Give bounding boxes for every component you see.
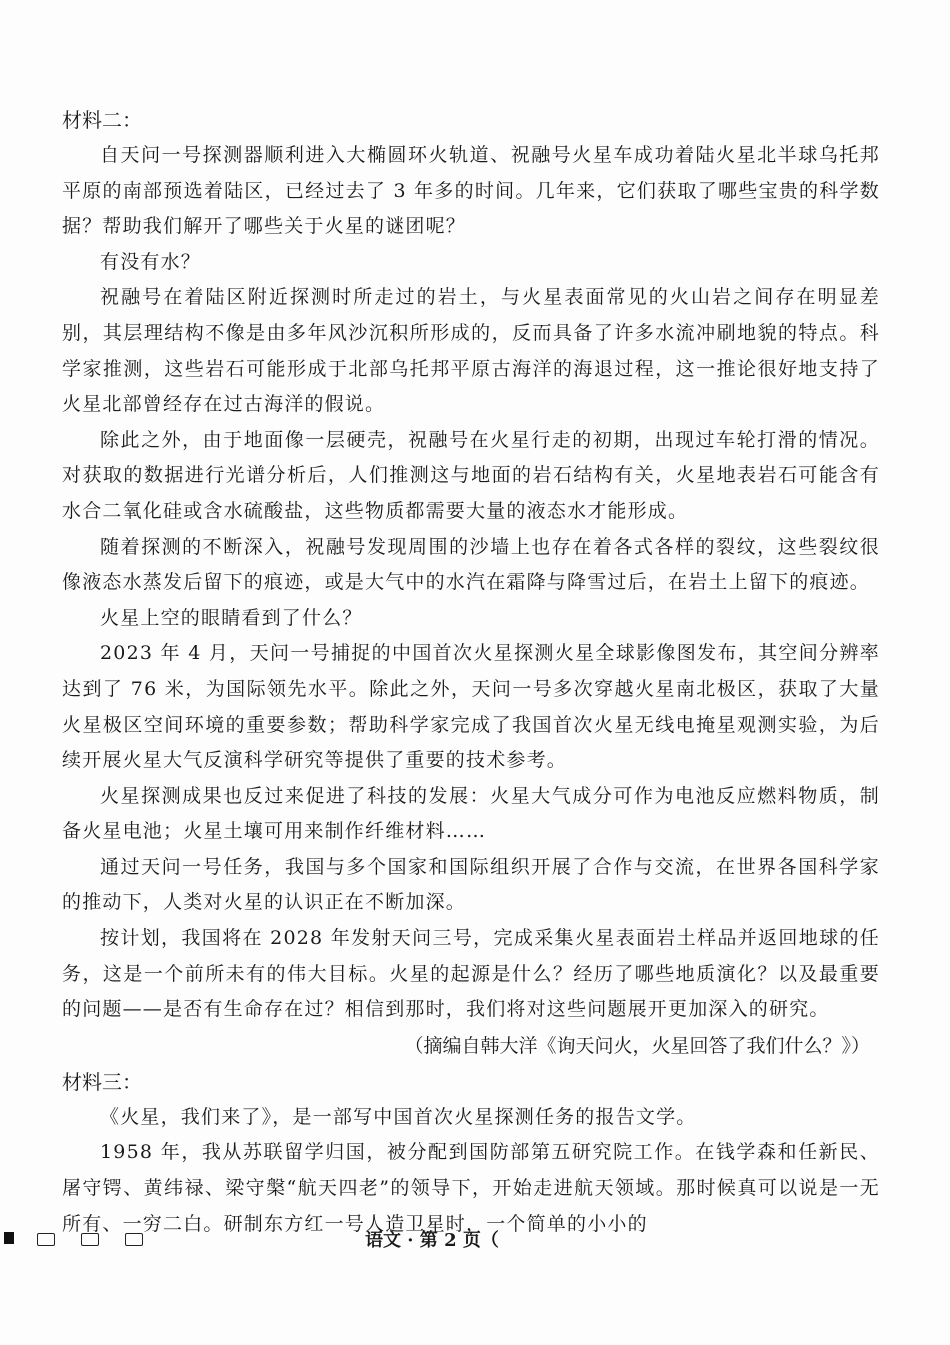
material-two-heading: 材料二：: [62, 108, 142, 132]
scan-box-icon: [81, 1233, 99, 1246]
paragraph: 《火星，我们来了》，是一部写中国首次火星探测任务的报告文学。: [100, 1105, 697, 1128]
material-three-heading: 材料三：: [62, 1069, 142, 1094]
scan-box-icon: [125, 1233, 143, 1246]
paragraph: 祝融号在着陆区附近探测时所走过的岩土，与火星表面常见的火山岩之间存在明显差别，其层理结构不像是由多年风沙沉积所形成的，反而具备了许多水流冲刷地貌的特点。科学家推测，这些岩石可能形成于北部乌托邦平原古海洋的海退过程，这一推论很好地支持了火星北部曾经存在过古海洋的假说。: [62, 286, 880, 416]
section-question: 有没有水？: [100, 250, 202, 273]
scan-box-icon: [37, 1233, 55, 1246]
paragraph: 火星探测成果也反过来促进了科技的发展：火星大气成分可作为电池反应燃料物质，制备火星电池；火星土壤可用来制作纤维材料……: [62, 784, 880, 843]
paragraph: 1958 年，我从苏联留学归国，被分配到国防部第五研究院工作。在钱学森和任新民、屠守锷、黄纬禄、梁守槃“航天四老”的领导下，开始走进航天领域。那时候真可以说是一无所有、一穷二白。研制东方红一号人造卫星时，一个简单的小小的: [62, 1141, 880, 1235]
source-citation: （摘编自韩大洋《询天问火，火星回答了我们什么？》）: [404, 1034, 870, 1057]
paragraph: 自天问一号探测器顺利进入大椭圆环火轨道、祝融号火星车成功着陆火星北半球乌托邦平原的南部预选着陆区，已经过去了 3 年多的时间。几年来，它们获取了哪些宝贵的科学数据？帮助我们解开了哪些关于火星的谜团呢？: [62, 144, 880, 238]
paragraph: 随着探测的不断深入，祝融号发现周围的沙墙上也存在着各式各样的裂纹，这些裂纹很像液态水蒸发后留下的痕迹，或是大气中的水汽在霜降与降雪过后，在岩土上留下的痕迹。: [62, 535, 880, 594]
paragraph: 除此之外，由于地面像一层硬壳，祝融号在火星行走的初期，出现过车轮打滑的情况。对获取的数据进行光谱分析后，人们推测这与地面的岩石结构有关，火星地表岩石可能含有水合二氧化硅或含水硫酸盐，这些物质都需要大量的液态水才能形成。: [62, 428, 880, 522]
paragraph: 按计划，我国将在 2028 年发射天问三号，完成采集火星表面岩土样品并返回地球的任务，这是一个前所未有的伟大目标。火星的起源是什么？经历了哪些地质演化？以及最重要的问题——是否有生命存在过？相信到那时，我们将对这些问题展开更加深入的研究。: [62, 927, 880, 1021]
page-number-label: 语文 · 第 2 页（: [365, 1230, 499, 1251]
page-footer: [0, 1222, 950, 1252]
paragraph: 2023 年 4 月，天问一号捕捉的中国首次火星探测火星全球影像图发布，其空间分辨率达到了 76 米，为国际领先水平。除此之外，天问一号多次穿越火星南北极区，获取了大量火星极区空间环境的重要参数；帮助科学家完成了我国首次火星无线电掩星观测实验，为后续开展火星大气反演科学研究等提供了重要的技术参考。: [62, 642, 880, 772]
registration-mark-icon: [4, 1232, 14, 1244]
page-content: [62, 102, 880, 1242]
paragraph: 通过天问一号任务，我国与多个国家和国际组织开展了合作与交流，在世界各国科学家的推动下，人类对火星的认识正在不断加深。: [62, 855, 880, 914]
section-question: 火星上空的眼睛看到了什么？: [100, 606, 363, 629]
